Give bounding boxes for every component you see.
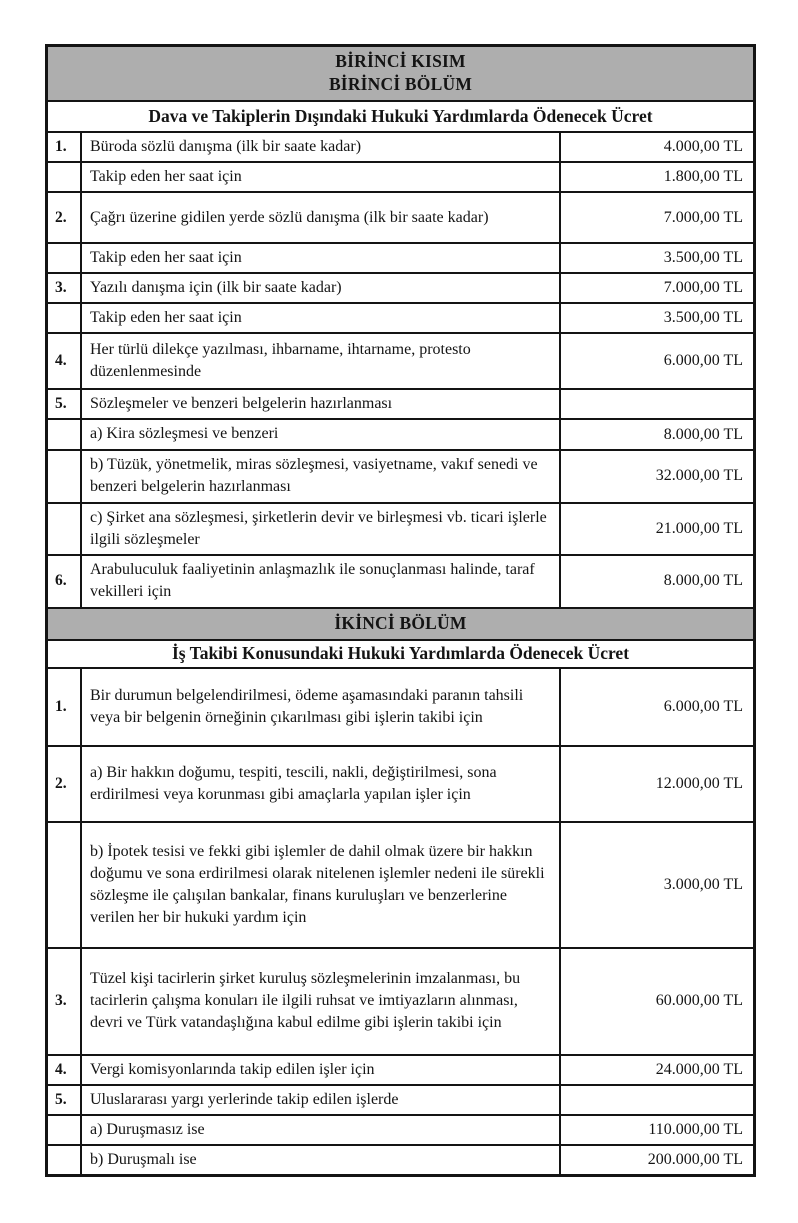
table-row (48, 451, 753, 504)
row-amount-cell: 4.000,00 TL (663, 138, 743, 156)
row-amount-cell: 6.000,00 TL (663, 697, 743, 715)
section-band (48, 609, 753, 641)
row-description: b) Duruşmalı ise (90, 1150, 197, 1168)
row-description-cell (82, 1116, 561, 1144)
row-description: b) İpotek tesisi ve fekki gibi işlemler de dahil olmak üzere bir hakkın doğumu ve sona erdirilmesi olarak nitelenen işlemler nedeni ile sürekli sözleşme ile çalışılan bankalar, finans kuruluşları ve benzerlerine verilen her bir hukuki yardım için (90, 842, 545, 926)
section-band-line: İKİNCİ BÖLÜM (334, 612, 467, 633)
row-number-cell: 1. (48, 669, 82, 745)
table-row (48, 334, 753, 390)
row-description: Bir durumun belgelendirilmesi, ödeme aşamasındaki paranın tahsili veya bir belgenin örneğinin çıkarılması gibi işlerin takibi için (90, 686, 524, 726)
table-row (48, 556, 753, 609)
row-description: a) Kira sözleşmesi ve benzeri (90, 425, 279, 443)
row-description-cell (82, 949, 561, 1054)
row-amount-cell (561, 390, 753, 418)
row-amount-cell (561, 1086, 753, 1114)
row-description-cell (82, 451, 561, 502)
row-description-cell (82, 669, 561, 745)
row-amount-cell: 21.000,00 TL (655, 519, 743, 537)
row-number-cell (48, 823, 82, 947)
section-header: Dava ve Takiplerin Dışındaki Hukuki Yardımlarda Ödenecek Ücret (48, 102, 753, 133)
table-row (48, 163, 753, 193)
row-number-cell (48, 451, 82, 502)
fee-table (45, 44, 756, 1177)
table-row (48, 193, 753, 244)
row-number-cell (48, 420, 82, 448)
table-row (48, 304, 753, 334)
row-description: a) Bir hakkın doğumu, tespiti, tescili, nakli, değiştirilmesi, sona erdirilmesi veya korunması gibi amaçlarla yapılan işler için (90, 763, 497, 803)
row-description-cell (82, 1056, 561, 1084)
row-amount-cell: 7.000,00 TL (663, 279, 743, 297)
row-description-cell (82, 1146, 561, 1174)
row-description: Arabuluculuk faaliyetinin anlaşmazlık ile sonuçlanması halinde, taraf vekilleri için (90, 561, 535, 601)
row-amount-cell: 110.000,00 TL (648, 1120, 743, 1138)
row-number-cell: 6. (48, 556, 82, 607)
table-row (48, 244, 753, 274)
section-band-line: BİRİNCİ KISIM (335, 51, 466, 71)
row-description: a) Duruşmasız ise (90, 1120, 205, 1138)
row-number-cell: 4. (48, 1056, 82, 1084)
row-number-cell: 2. (48, 193, 82, 242)
table-row (48, 1086, 753, 1116)
row-amount-cell: 60.000,00 TL (655, 992, 743, 1010)
row-number-cell: 1. (48, 133, 82, 161)
row-description: b) Tüzük, yönetmelik, miras sözleşmesi, vasiyetname, vakıf senedi ve benzeri belgelerin hazırlanması (90, 455, 538, 496)
row-amount-cell: 1.800,00 TL (663, 168, 743, 186)
row-description-cell (82, 193, 561, 242)
section-band-line: BİRİNCİ BÖLÜM (328, 74, 473, 94)
row-amount-cell: 200.000,00 TL (647, 1150, 743, 1168)
table-row (48, 949, 753, 1056)
row-description-cell (82, 747, 561, 821)
row-amount-cell: 32.000,00 TL (655, 467, 743, 485)
table-row (48, 390, 753, 420)
row-amount-cell: 8.000,00 TL (663, 572, 743, 590)
row-number-cell (48, 1116, 82, 1144)
row-description-cell (82, 504, 561, 554)
row-description-cell (82, 244, 561, 272)
section-band (48, 47, 753, 102)
row-number-cell: 5. (48, 390, 82, 418)
row-number-cell: 3. (48, 949, 82, 1054)
row-number-cell (48, 244, 82, 272)
row-amount-cell: 3.000,00 TL (663, 875, 743, 893)
table-row (48, 669, 753, 747)
row-number-cell: 2. (48, 747, 82, 821)
table-row (48, 1146, 753, 1174)
row-amount-cell: 7.000,00 TL (663, 208, 743, 226)
row-amount-cell: 3.500,00 TL (663, 309, 743, 327)
table-row (48, 420, 753, 450)
row-number-cell (48, 163, 82, 191)
row-description-cell (82, 1086, 561, 1114)
row-amount-cell: 24.000,00 TL (655, 1060, 743, 1078)
row-description: Çağrı üzerine gidilen yerde sözlü danışma (ilk bir saate kadar) (90, 208, 489, 226)
row-number-cell: 5. (48, 1086, 82, 1114)
row-number-cell: 3. (48, 274, 82, 302)
row-amount-cell: 12.000,00 TL (655, 774, 743, 792)
row-description: Takip eden her saat için (90, 309, 242, 327)
row-number-cell (48, 304, 82, 332)
row-amount-cell: 6.000,00 TL (663, 352, 743, 370)
table-row (48, 1116, 753, 1146)
row-description: Her türlü dilekçe yazılması, ihbarname, ihtarname, protesto düzenlenmesinde (90, 341, 471, 381)
table-row (48, 133, 753, 163)
row-description-cell (82, 274, 561, 302)
row-number-cell: 4. (48, 334, 82, 388)
row-description-cell (82, 390, 561, 418)
row-description: Uluslararası yargı yerlerinde takip edilen işlerde (90, 1090, 399, 1108)
row-description: Takip eden her saat için (90, 168, 242, 186)
row-description-cell (82, 304, 561, 332)
table-row (48, 1056, 753, 1086)
row-amount-cell: 8.000,00 TL (663, 425, 743, 443)
row-description-cell (82, 420, 561, 448)
row-description: Takip eden her saat için (90, 249, 242, 267)
row-description-cell (82, 163, 561, 191)
row-description: c) Şirket ana sözleşmesi, şirketlerin devir ve birleşmesi vb. ticari işlerle ilgili sözleşmeler (90, 508, 547, 548)
row-description-cell (82, 556, 561, 607)
table-row (48, 747, 753, 823)
row-description: Vergi komisyonlarında takip edilen işler için (90, 1060, 375, 1078)
row-description: Büroda sözlü danışma (ilk bir saate kadar) (90, 138, 362, 155)
row-description-cell (82, 823, 561, 947)
table-row (48, 504, 753, 556)
row-description: Sözleşmeler ve benzeri belgelerin hazırlanması (90, 395, 393, 413)
table-row (48, 274, 753, 304)
row-number-cell (48, 1146, 82, 1174)
row-description-cell (82, 133, 561, 161)
row-description-cell (82, 334, 561, 388)
row-description: Yazılı danışma için (ilk bir saate kadar) (90, 279, 342, 297)
row-number-cell (48, 504, 82, 554)
row-description: Tüzel kişi tacirlerin şirket kuruluş sözleşmelerinin imzalanması, bu tacirlerin çalışma konuları ile ilgili ruhsat ve imtiyazların alınması, devri ve Türk vatandaşlığına kabul edilme gibi işlerin takibi için (90, 970, 521, 1032)
row-amount-cell: 3.500,00 TL (663, 249, 743, 267)
table-row (48, 823, 753, 949)
section-header: İş Takibi Konusundaki Hukuki Yardımlarda Ödenecek Ücret (48, 641, 753, 669)
